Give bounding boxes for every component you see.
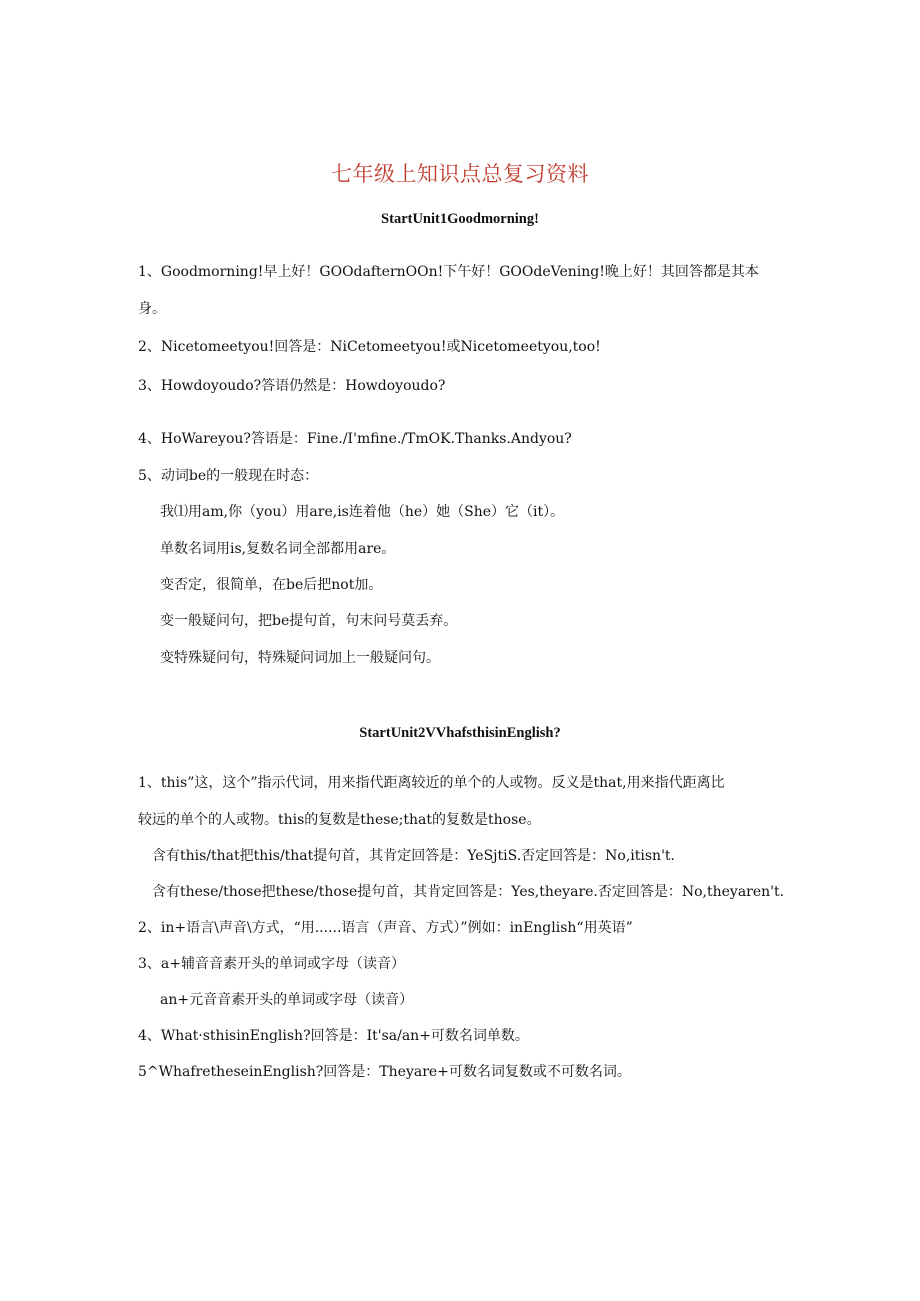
unit2-item2: 2、in+语言\声音\方式，“用......语言（声音、方式）”例如：inEnglish“用英语” [138, 920, 633, 936]
unit2-heading: StartUnit2VVhafsthisinEnglish? [359, 725, 561, 741]
unit2-item3-line2: an+元音音素开头的单词或字母（读音） [160, 992, 414, 1008]
unit2-item1-line1: 1、this”这，这个”指示代词，用来指代距离较近的单个的人或物。反义是that,用来指代距离比 [138, 775, 725, 791]
unit1-item5-rule1: 我⑴用am,你（you）用are,is连着他（he）她（She）它（it）。 [160, 504, 565, 520]
page-title: 七年级上知识点总复习资料 [331, 162, 589, 186]
unit2-item3-line1: 3、a+辅音音素开头的单词或字母（读音） [138, 956, 405, 972]
unit1-item5-rule5: 变特殊疑问句，特殊疑问词加上一般疑问句。 [160, 650, 440, 666]
unit1-item2: 2、Nicetomeetyou!回答是：NiCetomeetyou!或Nicetomeetyou,too! [138, 339, 601, 355]
unit2-item1-these-those: 含有these/those把these/those提句首，其肯定回答是：Yes,theyare.否定回答是：No,theyaren't. [152, 884, 785, 900]
unit2-item1-this-that: 含有this/that把this/that提句首，其肯定回答是：YeSjtiS.否定回答是：No,itisn't. [152, 848, 675, 864]
unit1-item5-rule2: 单数名词用is,复数名词全部都用are。 [160, 541, 396, 557]
unit1-item1-line1: 1、Goodmorning!早上好！GOOdafternOOn!下午好！GOOdeVening!晚上好！其回答都是其本 [138, 264, 759, 280]
unit1-item1-line2: 身。 [138, 301, 166, 317]
unit1-item5: 5、动词be的一般现在时态： [138, 468, 319, 484]
unit1-item5-rule4: 变一般疑问句，把be提句首，句末问号莫丢弃。 [160, 613, 458, 629]
unit2-item5: 5^WhafretheseinEnglish?回答是：Theyare+可数名词复数或不可数名词。 [138, 1064, 631, 1080]
unit1-item3: 3、Howdoyoudo?答语仍然是：Howdoyoudo? [138, 378, 446, 394]
unit1-item5-rule3: 变否定，很简单，在be后把not加。 [160, 577, 383, 593]
unit1-item4: 4、HoWareyou?答语是：Fine./I'mfine./TmOK.Thanks.Andyou? [138, 431, 572, 447]
unit2-item1-line2: 较远的单个的人或物。this的复数是these;that的复数是those。 [138, 812, 541, 828]
unit2-item4: 4、What·sthisinEnglish?回答是：It'sa/an+可数名词单数。 [138, 1028, 529, 1044]
unit1-heading: StartUnit1Goodmorning! [381, 211, 539, 227]
